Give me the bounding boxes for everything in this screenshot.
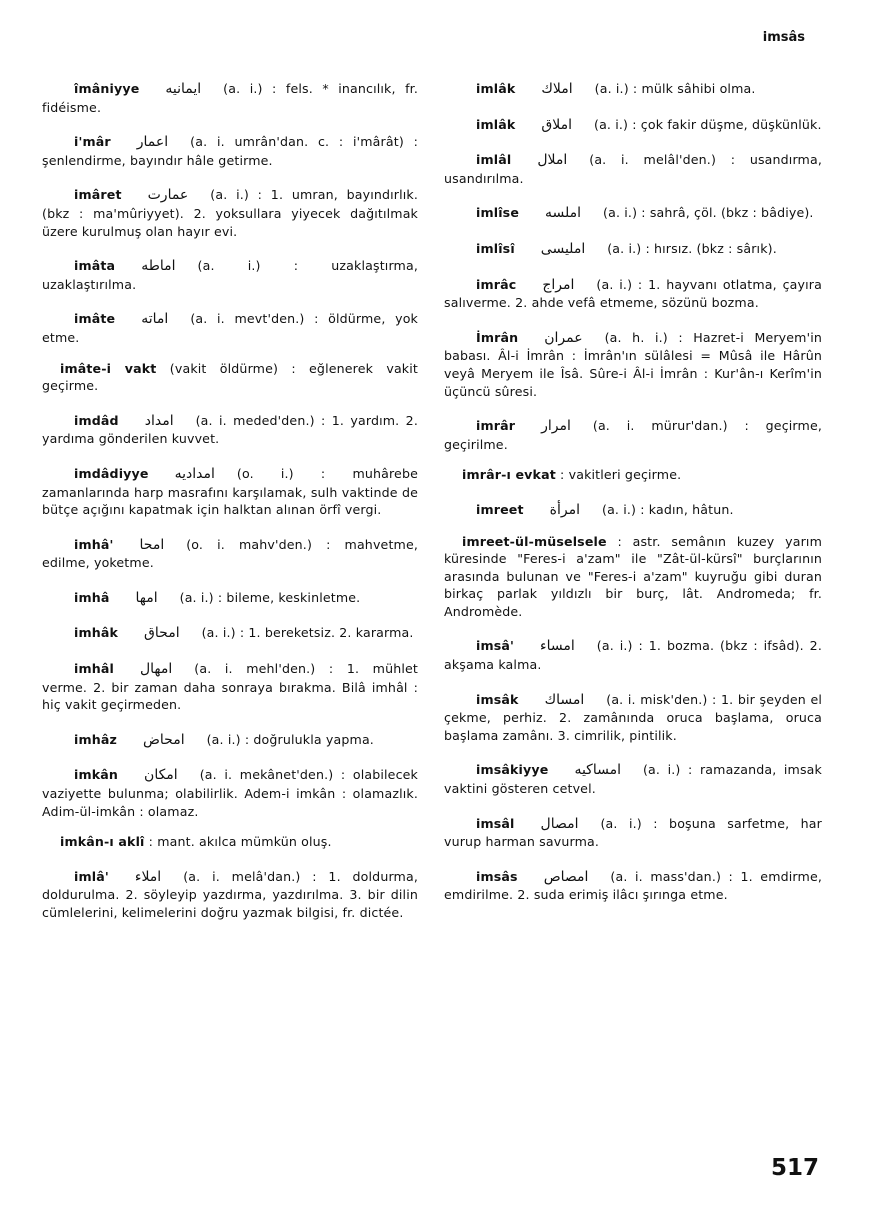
- dictionary-entry: [444, 691, 822, 745]
- entry-arabic-script: املاق: [541, 116, 572, 133]
- entry-definition: (a. i.) : uzaklaştırma, uzaklaştırılma.: [42, 258, 418, 292]
- entry-definition: (a. i. mekânet'den.) : olabilecek vaziyette bulunma; olabilirlik. Adem-i imkân : olamazlık. Adim-ül-imkân : olamaz.: [42, 767, 418, 819]
- dictionary-entry: [42, 660, 418, 714]
- entry-definition: (a. i. mürur'dan.) : geçirme, geçirilme.: [444, 418, 822, 452]
- entry-arabic-script: اماته: [141, 311, 169, 328]
- dictionary-entry: [42, 766, 418, 820]
- entry-definition: (a. i.) : 1. bozma. (bkz : ifsâd). 2. akşama kalma.: [444, 638, 822, 673]
- entry-definition: (o. i.) : muhârebe zamanlarında harp masrafını karşılamak, sulh vaktinde de bütçe açığını kapatmak için halktan alınan örfî vergi.: [42, 465, 418, 518]
- entry-arabic-script: امكان: [144, 767, 178, 784]
- dictionary-entry: [444, 151, 822, 187]
- entry-headword: imâte-i vakt: [60, 360, 157, 376]
- dictionary-entry: [42, 731, 418, 750]
- right-column: [444, 80, 822, 921]
- dictionary-entry: [444, 116, 822, 135]
- entry-definition: : astr. semânın kuzey yarım küresinde "Feres-i a'zam" ile "Zât-ül-kürsî" burçlarının arasında bulunan ve "Feres-i a'zam" kuyruğu gibi duran birkaç parlak yıldızlı bir burç, lât. Andromeda; fr. Andromède.: [444, 533, 822, 619]
- dictionary-entry: [42, 186, 418, 240]
- entry-headword: imlâ': [74, 868, 109, 884]
- entry-definition: (a. i.) : doğrulukla yapma.: [206, 731, 374, 747]
- entry-headword: imdâdiyye: [74, 465, 149, 481]
- entry-arabic-script: عمارت: [147, 187, 189, 204]
- entry-arabic-script: امداديه: [174, 465, 215, 482]
- entry-arabic-script: ايمانيه: [165, 81, 202, 97]
- entry-arabic-script: امحا: [139, 536, 165, 553]
- entry-definition: (a. i.) : kadın, hâtun.: [602, 501, 734, 517]
- entry-definition: (a. i.) : mülk sâhibi olma.: [594, 81, 756, 96]
- entry-headword: imrâc: [476, 276, 517, 292]
- entry-headword: imhâz: [74, 731, 117, 747]
- entry-arabic-script: امرأة: [549, 501, 580, 518]
- entry-definition: (a. i.) : ramazanda, imsak vaktini gösteren cetvel.: [444, 762, 822, 797]
- dictionary-entry: [444, 761, 822, 797]
- entry-headword: imkân-ı aklî: [60, 834, 145, 850]
- dictionary-entry: [42, 133, 418, 169]
- entry-definition: (a. i.) : 1. umran, bayındırlık. (bkz : ma'mûriyyet). 2. yoksullara yiyecek dağıtılmak üzere kurulmuş olan hayır evi.: [42, 187, 418, 239]
- entry-arabic-script: امساك: [544, 691, 585, 708]
- entry-arabic-script: امراج: [542, 276, 575, 293]
- entry-headword: imhâ: [74, 589, 110, 605]
- entry-definition: (a. i.) : 1. bereketsiz. 2. kararma.: [201, 625, 414, 641]
- dictionary-entry: [444, 276, 822, 312]
- entry-arabic-script: امساء: [540, 638, 575, 655]
- dictionary-entry: [444, 466, 822, 484]
- running-head: imsâs: [762, 30, 805, 45]
- entry-definition: (a. i.) : sahrâ, çöl. (bkz : bâdiye).: [603, 205, 814, 221]
- entry-arabic-script: امداد: [144, 412, 174, 429]
- dictionary-entry: [42, 310, 418, 346]
- entry-definition: (a. i. melâl'den.) : usandırma, usandırılma.: [444, 152, 822, 186]
- dictionary-entry: [42, 360, 418, 395]
- entry-headword: imsâl: [476, 815, 515, 831]
- entry-arabic-script: اماطه: [141, 258, 176, 275]
- entry-definition: : vakitleri geçirme.: [560, 467, 682, 483]
- dictionary-entry: [444, 501, 822, 520]
- entry-arabic-script: امصال: [540, 815, 579, 832]
- entry-headword: i'mâr: [74, 134, 111, 150]
- entry-definition: (a. i. melâ'dan.) : 1. doldurma, doldurulma. 2. söyleyip yazdırma, yazdırılma. 3. bir dilin cümlelerini, kelimelerini doğru yazmak bilgisi, fr. dictée.: [42, 868, 418, 920]
- entry-arabic-script: امساكيه: [574, 762, 621, 779]
- entry-headword: imkân: [74, 767, 119, 783]
- entry-headword: imsâ': [476, 638, 515, 654]
- entry-arabic-script: اعمار: [136, 134, 169, 151]
- entry-definition: (a. i. mevt'den.) : öldürme, yok etme.: [42, 311, 418, 345]
- dictionary-entry: [42, 80, 418, 116]
- entry-definition: (vakit öldürme) : eğlenerek vakit geçirme.: [42, 360, 418, 394]
- entry-headword: imhâ': [74, 536, 114, 552]
- entry-headword: imreet-ül-müselsele: [462, 533, 607, 549]
- entry-definition: (a. i. meded'den.) : 1. yardım. 2. yardıma gönderilen kuvvet.: [42, 412, 418, 447]
- entry-headword: imâte: [74, 311, 116, 327]
- entry-definition: (a. i. umrân'dan. c. : i'mârât) : şenlendirme, bayındır hâle getirme.: [42, 134, 418, 168]
- dictionary-entry: [42, 589, 418, 608]
- dictionary-entry: [444, 815, 822, 851]
- entry-definition: (a. h. i.) : Hazret-i Meryem'in babası. Âl-i İmrân : İmrân'ın sülâlesi = Mûsâ ile Hârûn veyâ Meryem ile Îsâ. Sûre-i Âl-i İmrân : Kur'ân-ı Kerîm'in üçüncü sûresi.: [444, 329, 822, 399]
- entry-definition: (a. i. mass'dan.) : 1. emdirme, emdirilme. 2. suda erimiş ilâcı şırınga etme.: [444, 868, 822, 903]
- entry-arabic-script: امحاق: [144, 625, 180, 642]
- entry-definition: (a. i.) : bileme, keskinletme.: [179, 589, 361, 605]
- dictionary-entry: [42, 536, 418, 572]
- entry-definition: (a. i.) : fels. * inancılık, fr. fidéisme.: [42, 81, 418, 115]
- entry-headword: imlîsî: [476, 240, 515, 256]
- dictionary-entry: [444, 417, 822, 453]
- entry-headword: imsâkiyye: [476, 762, 549, 778]
- dictionary-entry: [444, 533, 822, 621]
- entry-headword: imdâd: [74, 412, 119, 428]
- dictionary-entry: [444, 204, 822, 223]
- entry-headword: imâret: [74, 187, 122, 203]
- entry-arabic-script: املاء: [134, 868, 162, 885]
- entry-definition: (a. i.) : boşuna sarfetme, har vurup harman savurma.: [444, 815, 822, 850]
- entry-arabic-script: امها: [135, 589, 158, 606]
- entry-headword: imhâl: [74, 661, 114, 677]
- entry-headword: İmrân: [476, 329, 519, 345]
- entry-arabic-script: امصاص: [543, 868, 589, 885]
- entry-headword: imlîse: [476, 205, 520, 221]
- entry-definition: (a. i.) : 1. hayvanı otlatma, çayıra salıverme. 2. ahde vefâ etmeme, sözünü bozma.: [444, 276, 822, 311]
- entry-headword: imlâl: [476, 152, 512, 168]
- dictionary-entry: [444, 80, 822, 99]
- dictionary-entry: [444, 637, 822, 673]
- entry-arabic-script: امهال: [139, 661, 173, 678]
- entry-headword: imlâk: [476, 116, 516, 132]
- dictionary-entry: [42, 624, 418, 643]
- page-number: 517: [770, 1155, 819, 1181]
- entry-headword: imsâs: [476, 868, 518, 884]
- dictionary-entry: [42, 868, 418, 922]
- entry-definition: (a. i.) : çok fakir düşme, düşkünlük.: [594, 116, 822, 132]
- dictionary-entry: [42, 257, 418, 293]
- entry-arabic-script: عمران: [544, 329, 583, 346]
- entry-definition: (o. i. mahv'den.) : mahvetme, edilme, yoketme.: [42, 536, 418, 571]
- entry-arabic-script: امليسى: [540, 240, 586, 257]
- entry-arabic-script: املاك: [541, 81, 573, 97]
- dictionary-entry: [444, 240, 822, 259]
- dictionary-entry: [444, 329, 822, 400]
- entry-headword: îmâniyye: [74, 81, 140, 96]
- entry-headword: imreet: [476, 501, 524, 517]
- entry-headword: imsâk: [476, 691, 519, 707]
- entry-definition: (a. i.) : hırsız. (bkz : sârık).: [607, 240, 777, 256]
- dictionary-entry: [42, 412, 418, 448]
- dictionary-entry: [42, 465, 418, 519]
- entry-headword: imrâr: [476, 418, 516, 434]
- entry-headword: imrâr-ı evkat: [462, 467, 556, 483]
- entry-definition: (a. i. misk'den.) : 1. bir şeyden el çekme, perhiz. 2. zamânında oruca başlama, oruca başlama zamânı. 3. cimrilik, pintilik.: [444, 691, 822, 743]
- dictionary-entry: [444, 868, 822, 904]
- entry-definition: : mant. akılca mümkün oluş.: [148, 834, 332, 850]
- entry-definition: (a. i. mehl'den.) : 1. mühlet verme. 2. bir zaman daha sonraya bırakma. Bilâ imhâl : hiç vakit geçirmeden.: [42, 661, 418, 713]
- entry-arabic-script: امرار: [541, 418, 571, 435]
- entry-arabic-script: املال: [537, 152, 568, 169]
- entry-headword: imhâk: [74, 625, 119, 641]
- entry-arabic-script: املسه: [545, 205, 582, 222]
- left-column: [42, 80, 418, 939]
- entry-arabic-script: امحاض: [142, 731, 185, 748]
- entry-headword: imlâk: [476, 81, 516, 96]
- entry-headword: imâta: [74, 258, 116, 274]
- dictionary-entry: [42, 833, 418, 851]
